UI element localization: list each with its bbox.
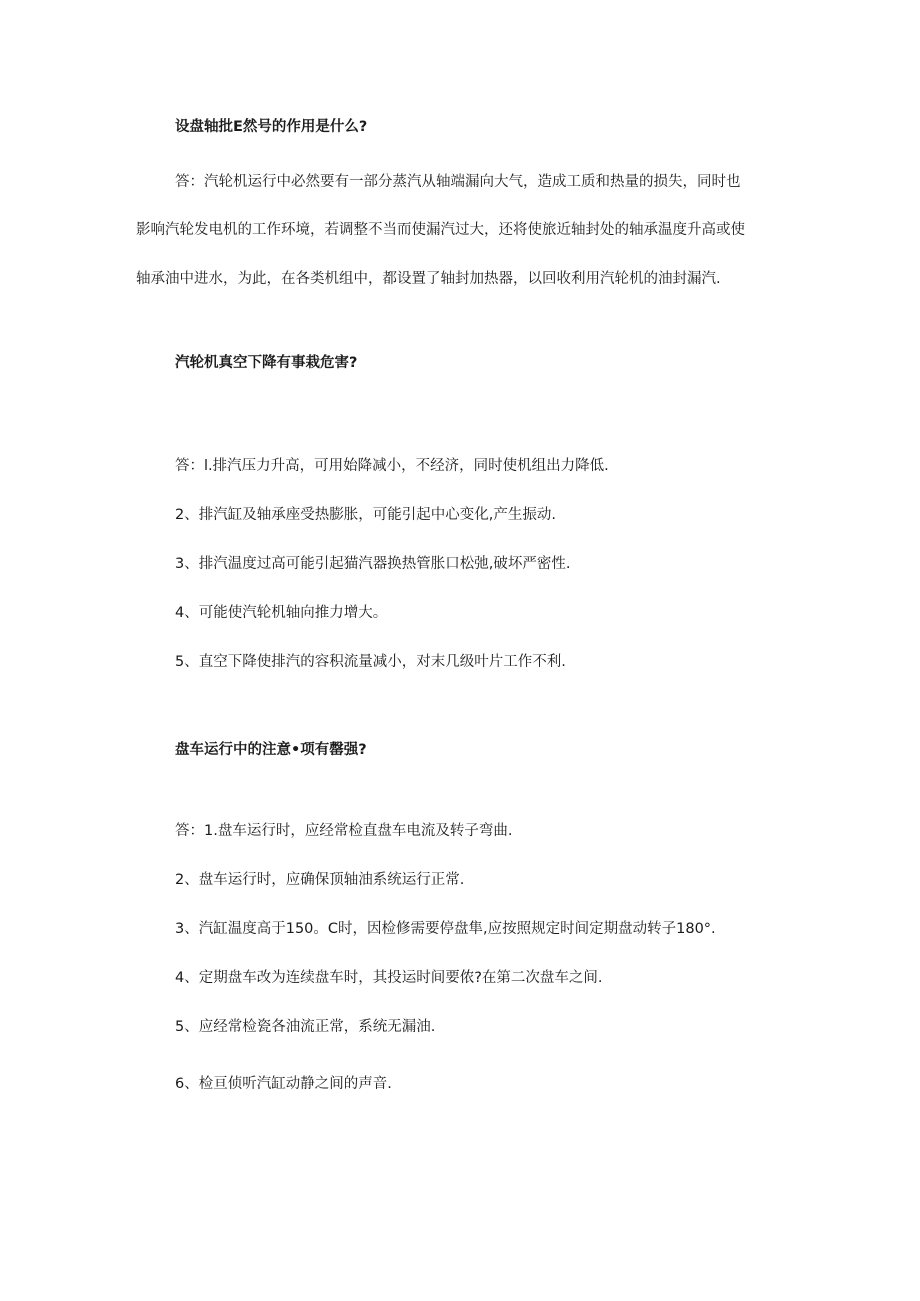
section-2-heading: 汽轮机真空下降有事栽危害?	[175, 355, 358, 371]
section-1-answer-line-2: 影响汽轮发电机的工作环境，若调整不当而使漏汽过大，还将使旅近轴封处的轴承温度升高或使	[136, 222, 745, 238]
section-2-answer-line-1: 答：l.排汽压力升高，可用始降减小，不经济，同时使机组出力降低.	[175, 458, 609, 474]
section-2-answer-line-5: 5、直空下降使排汽的容积流量减小，对末几级叶片工作不利.	[175, 654, 566, 670]
section-2-answer-line-3: 3、排汽温度过高可能引起猫汽器换热管胀口松弛,破坏严密性.	[175, 556, 571, 572]
section-3-answer-line-6: 6、检亘侦听汽缸动静之间的声音.	[175, 1076, 392, 1092]
section-1-answer-line-1: 答：汽轮机运行中必然要有一部分蒸汽从轴端漏向大气，造成工质和热量的损失，同时也	[175, 174, 741, 190]
section-2-answer-line-2: 2、排汽缸及轴承座受热膨胀，可能引起中心变化,产生振动.	[175, 507, 556, 523]
section-3-answer-line-3: 3、汽缸温度高于150。C时，因检修需要停盘隼,应按照规定时间定期盘动转子180°.	[175, 921, 716, 937]
section-3-answer-line-1: 答：1.盘车运行时，应经常检直盘车电流及转子弯曲.	[175, 823, 513, 839]
section-2-answer-line-4: 4、可能使汽轮机轴向推力增大。	[175, 605, 388, 621]
section-3-heading: 盘车运行中的注意•项有罄强?	[175, 742, 367, 758]
section-3-answer-line-5: 5、应经常检瓷各油流正常，系统无漏油.	[175, 1019, 436, 1035]
section-3-answer-line-2: 2、盘车运行时，应确保顶轴油系统运行正常.	[175, 872, 465, 888]
section-3-answer-line-4: 4、定期盘车改为连续盘车时，其投运时间要侬?在第二次盘车之间.	[175, 970, 603, 986]
section-1-answer-line-3: 轴承油中进水，为此，在各类机组中，都设置了轴封加热器，以回收利用汽轮机的油封漏汽.	[136, 271, 721, 287]
section-1-heading: 设盘轴批E然号的作用是什么?	[175, 119, 368, 135]
